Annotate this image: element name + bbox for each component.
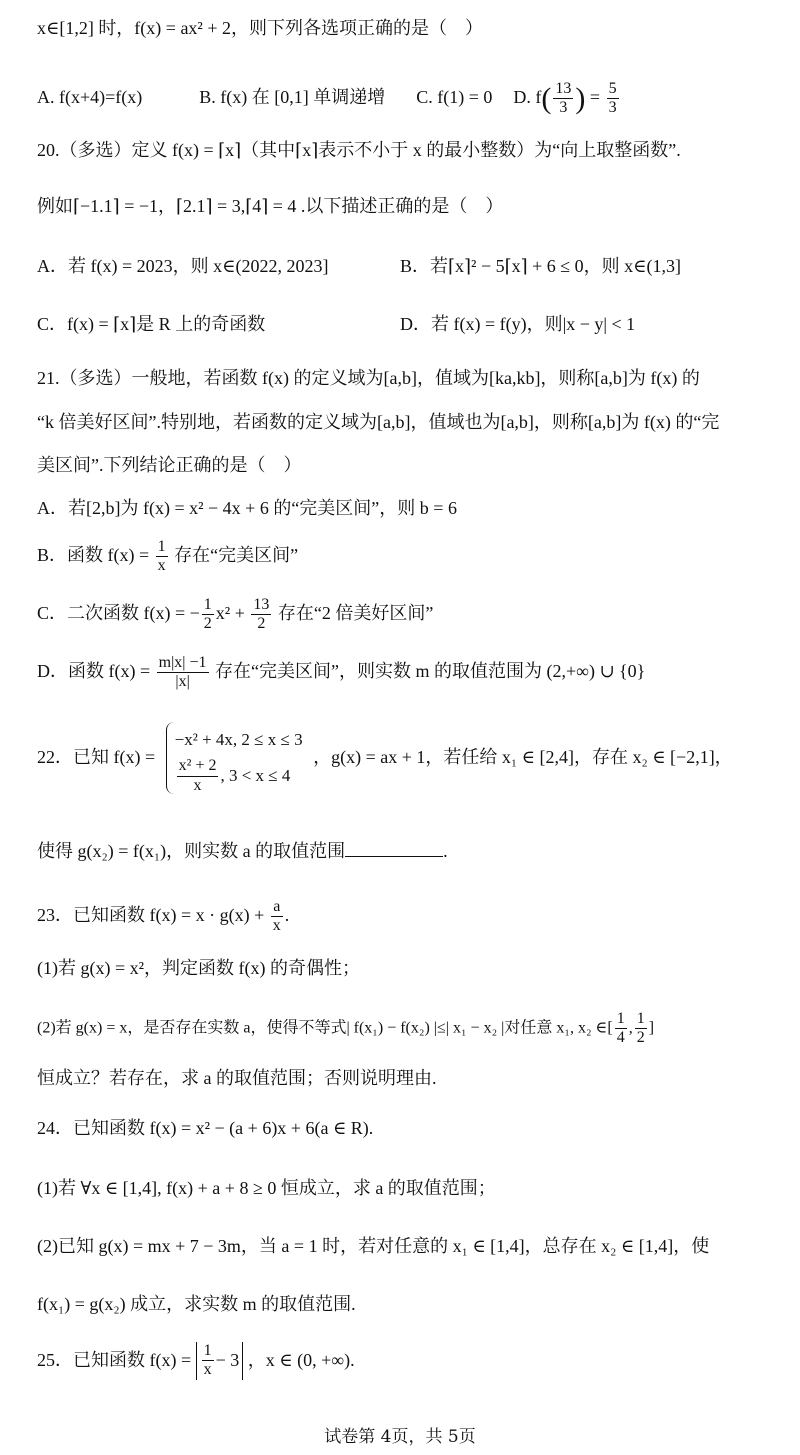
question-22-stem: 22．已知 f(x) = −x² + 4x, 2 ≤ x ≤ 3 $\frac{\text{x² + 2}}{x}$ , 3 < x ≤ 4 ，g(x) = ax + 1，若任给 x₁ ∈ [2,4]，存在 x₂ ∈ [−2,1]，	[37, 722, 733, 794]
q19-option-c: C. f(1) = 0	[416, 87, 493, 108]
absolute-value: $\frac{1}{x}$ − 3	[196, 1342, 244, 1380]
question-24-part-2-cont: f(x₁) = g(x₂) 成立，求实数 m 的取值范围.	[37, 1294, 356, 1314]
question-23-part-1: (1)若 g(x) = x²，判定函数 f(x) 的奇偶性；	[37, 958, 361, 978]
question-21-stem-1: 21.（多选）一般地，若函数 f(x) 的定义域为[a,b]，值域为[ka,kb]，则称[a,b]为 f(x) 的	[37, 368, 700, 388]
q21-option-a: A．若[2,b]为 f(x) = x² − 4x + 6 的“完美区间”，则 b = 6	[37, 498, 457, 518]
q20-option-c: C．f(x) = ⌈x⌉是 R 上的奇函数	[37, 314, 266, 334]
question-24-part-2: (2)已知 g(x) = mx + 7 − 3m，当 a = 1 时，若对任意的 x₁ ∈ [1,4]，总存在 x₂ ∈ [1,4]，使	[37, 1236, 710, 1256]
question-21-stem-2: “k 倍美好区间”.特别地，若函数的定义域为[a,b]，值域也为[a,b]，则称[a,b]为 f(x) 的“完	[37, 412, 720, 432]
q20-option-b: B．若⌈x⌉² − 5⌈x⌉ + 6 ≤ 0，则 x∈(1,3]	[400, 256, 681, 276]
q19-option-b: B. f(x) 在 [0,1] 单调递增	[199, 87, 386, 108]
question-19-options	[37, 80, 621, 118]
question-23-stem: 23．已知函数 f(x) = x · g(x) + $\frac{a}{x}$ .	[37, 898, 290, 935]
question-21-stem-3: 美区间”.下列结论正确的是（ ）	[37, 455, 302, 475]
q20-option-d: D．若 f(x) = f(y)，则|x − y| < 1	[400, 314, 636, 334]
question-24-stem: 24．已知函数 f(x) = x² − (a + 6)x + 6(a ∈ R).	[37, 1118, 374, 1138]
answer-blank	[345, 840, 443, 857]
q21-option-d: D．函数 f(x) = $\frac{m|x| -1}{|x|}$ 存在“完美区间”，则实数 m 的取值范围为 (2,+∞) ∪ {0}	[37, 654, 646, 691]
question-23-part-2-cont: 恒成立？若存在，求 a 的取值范围；否则说明理由.	[37, 1068, 437, 1088]
q21-option-c: C．二次函数 f(x) = − $\frac{1}{2}$ x² + $\frac{13}{2}$ 存在“2 倍美好区间”	[37, 596, 434, 633]
q19-option-a: A. f(x+4)=f(x)	[37, 87, 143, 108]
question-23-part-2: (2)若 g(x) = x，是否存在实数 a，使得不等式| f(x₁) − f(x₂) |≤| x₁ − x₂ |对任意 x₁, x₂ ∈[ $\frac{1}{4}$ , $\frac{1}{2}$ ]	[37, 1010, 655, 1047]
q19-option-d: D. f( $\frac{13}{3}$ ) = $\frac{5}{3}$	[513, 80, 617, 117]
page-footer: 试卷第 4页，共 5页	[324, 1427, 476, 1447]
question-19-stem-line: x∈[1,2] 时，f(x) = ax² + 2，则下列各选项正确的是（ ）	[37, 18, 483, 38]
question-24-part-1: (1)若 ∀x ∈ [1,4], f(x) + a + 8 ≥ 0 恒成立，求 a 的取值范围；	[37, 1178, 496, 1198]
question-20-example: 例如⌈−1.1⌉ = −1，⌈2.1⌉ = 3,⌈4⌉ = 4 .以下描述正确的是（ ）	[37, 196, 504, 216]
question-20-stem: 20.（多选）定义 f(x) = ⌈x⌉（其中⌈x⌉表示不小于 x 的最小整数）为“向上取整函数”.	[37, 140, 681, 160]
question-25-stem: 25．已知函数 f(x) = $\frac{1}{x}$ − 3 ，x ∈ (0, +∞).	[37, 1342, 355, 1379]
piecewise-definition: −x² + 4x, 2 ≤ x ≤ 3 $\frac{\text{x² + 2}}{x}$ , 3 < x ≤ 4	[166, 722, 303, 794]
q20-option-a: A．若 f(x) = 2023，则 x∈(2022, 2023]	[37, 256, 329, 276]
question-22-line-2: 使得 g(x₂) = f(x₁)，则实数 a 的取值范围 .	[37, 841, 448, 861]
q21-option-b: B．函数 f(x) = $\frac{1}{x}$ 存在“完美区间”	[37, 538, 299, 575]
